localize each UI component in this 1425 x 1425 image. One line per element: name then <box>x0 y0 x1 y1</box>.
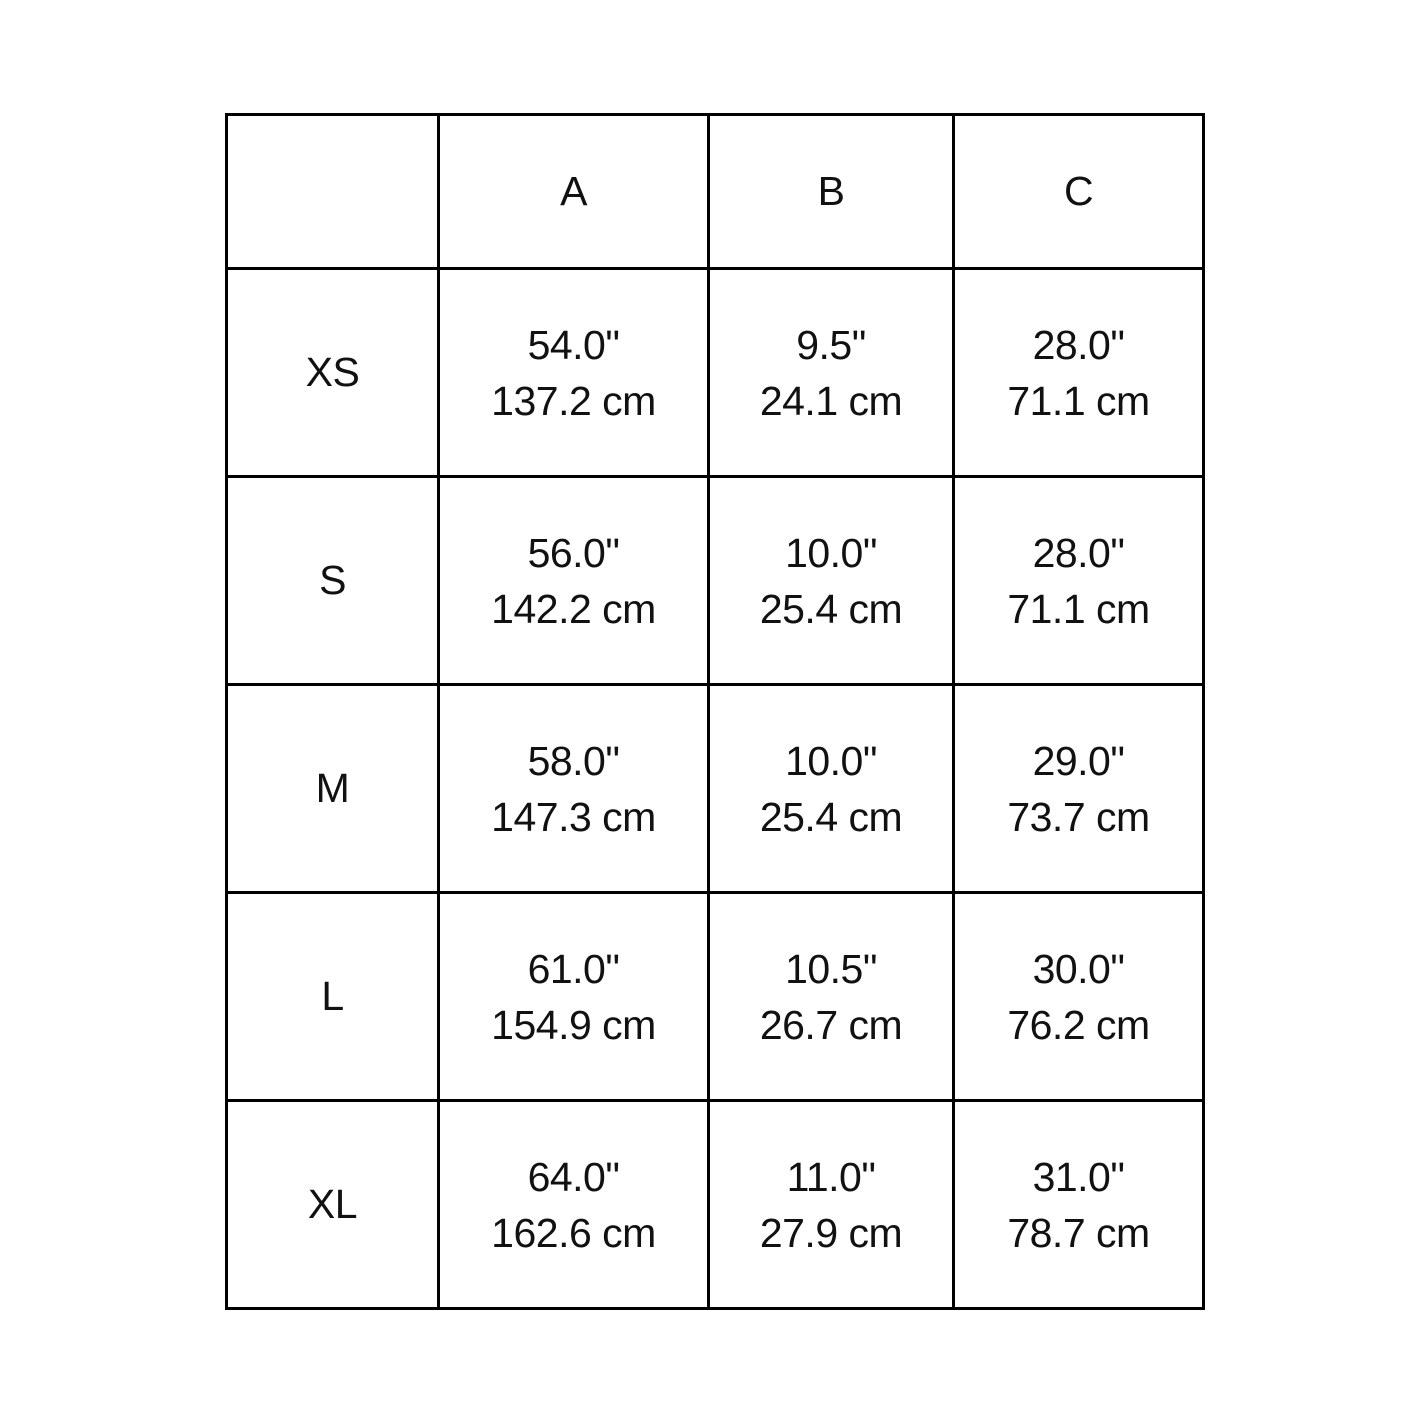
inches-value: 10.0" <box>785 529 877 576</box>
column-header-a: A <box>439 115 709 269</box>
cell-m-b <box>709 685 954 893</box>
cm-value: 71.1 cm <box>1007 377 1150 424</box>
cell-m-c <box>954 685 1204 893</box>
cm-value: 25.4 cm <box>759 585 903 632</box>
inches-value: 10.5" <box>785 945 877 992</box>
inches-value: 61.0" <box>527 945 620 992</box>
inches-value: 30.0" <box>1032 945 1125 992</box>
cm-value: 73.7 cm <box>1007 793 1150 840</box>
inches-value: 29.0" <box>1032 737 1125 784</box>
cell-l-b <box>709 893 954 1101</box>
inches-value: 56.0" <box>527 529 620 576</box>
table-row-xl <box>227 1101 1204 1309</box>
inches-value: 58.0" <box>527 737 620 784</box>
inches-value: 9.5" <box>796 321 866 368</box>
row-label-m: M <box>227 685 439 893</box>
cell-l-c <box>954 893 1204 1101</box>
cell-l-a <box>439 893 709 1101</box>
cm-value: 137.2 cm <box>491 377 656 424</box>
inches-value: 64.0" <box>527 1153 620 1200</box>
size-chart-table <box>225 113 1205 1310</box>
inches-value: 10.0" <box>785 737 877 784</box>
cell-xs-c <box>954 269 1204 477</box>
inches-value: 54.0" <box>527 321 620 368</box>
inches-value: 11.0" <box>786 1153 876 1200</box>
cm-value: 24.1 cm <box>759 377 903 424</box>
cm-value: 25.4 cm <box>759 793 903 840</box>
column-header-c: C <box>954 115 1204 269</box>
cm-value: 78.7 cm <box>1007 1209 1150 1256</box>
cell-m-a <box>439 685 709 893</box>
row-label-l: L <box>227 893 439 1101</box>
cell-xl-a <box>439 1101 709 1309</box>
cm-value: 76.2 cm <box>1007 1001 1150 1048</box>
cell-xs-a <box>439 269 709 477</box>
cm-value: 154.9 cm <box>491 1001 656 1048</box>
size-chart <box>225 113 1205 1310</box>
cell-s-c <box>954 477 1204 685</box>
column-header-b: B <box>709 115 954 269</box>
corner-cell <box>227 115 439 269</box>
table-row-s <box>227 477 1204 685</box>
cell-s-a <box>439 477 709 685</box>
cm-value: 26.7 cm <box>759 1001 903 1048</box>
row-label-s: S <box>227 477 439 685</box>
cm-value: 71.1 cm <box>1007 585 1150 632</box>
cm-value: 142.2 cm <box>491 585 656 632</box>
cm-value: 162.6 cm <box>491 1209 656 1256</box>
cell-xl-c <box>954 1101 1204 1309</box>
header-row <box>227 115 1204 269</box>
cell-xs-b <box>709 269 954 477</box>
cell-s-b <box>709 477 954 685</box>
table-row-m <box>227 685 1204 893</box>
row-label-xl: XL <box>227 1101 439 1309</box>
inches-value: 28.0" <box>1032 529 1125 576</box>
table-row-xs <box>227 269 1204 477</box>
inches-value: 31.0" <box>1032 1153 1125 1200</box>
inches-value: 28.0" <box>1032 321 1125 368</box>
row-label-xs: XS <box>227 269 439 477</box>
table-row-l <box>227 893 1204 1101</box>
cell-xl-b <box>709 1101 954 1309</box>
cm-value: 27.9 cm <box>759 1209 903 1256</box>
cm-value: 147.3 cm <box>491 793 656 840</box>
